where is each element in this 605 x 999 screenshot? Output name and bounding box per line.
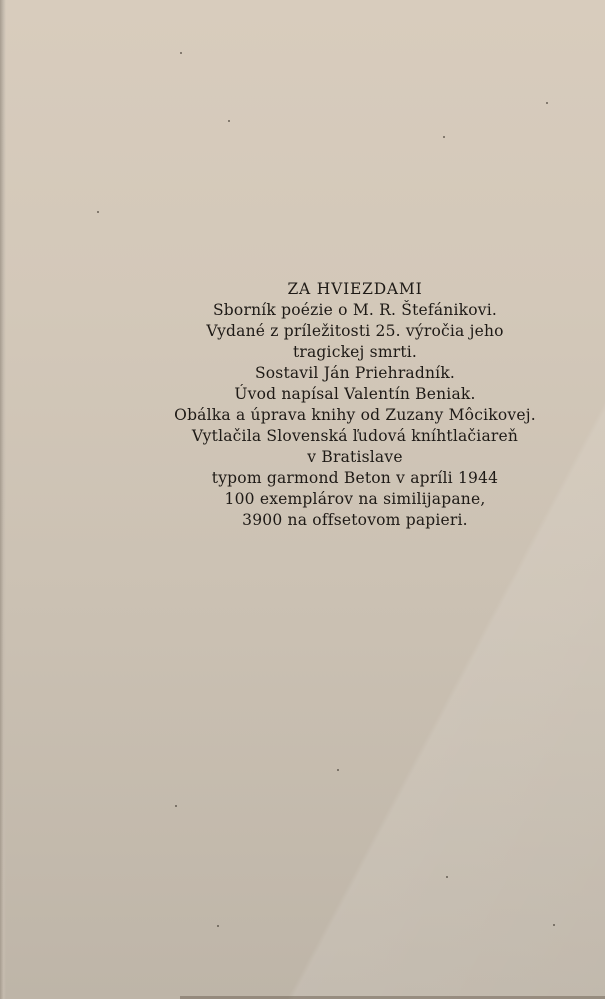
- paper-speck: [175, 805, 177, 807]
- paper-speck: [446, 876, 448, 878]
- occasion-line-1: Vydané z príležitosti 25. výročia jeho: [206, 322, 504, 340]
- typeface-and-date: typom garmond Beton v apríli 1944: [211, 469, 499, 487]
- colophon: [130, 279, 580, 531]
- occasion-line-2: tragickej smrti.: [292, 343, 418, 361]
- edition-offset-paper: 3900 na offsetovom papieri.: [242, 511, 468, 529]
- paper-speck: [337, 769, 339, 771]
- printer-credit: Vytlačila Slovenská ľudová kníhtlačiareň: [191, 427, 519, 445]
- paper-speck: [180, 52, 182, 54]
- cover-design-credit: Obálka a úprava knihy od Zuzany Môcikovej.: [174, 406, 536, 424]
- book-title: ZA HVIEZDAMI: [287, 280, 423, 298]
- edition-japan-paper: 100 exemplárov na similijapane,: [224, 490, 486, 508]
- compiler-credit: Sostavil Ján Priehradník.: [254, 364, 456, 382]
- paper-speck: [546, 102, 548, 104]
- paper-speck: [228, 120, 230, 122]
- paper-speck: [553, 924, 555, 926]
- paper-speck: [443, 136, 445, 138]
- printer-location: v Bratislave: [307, 448, 403, 466]
- subtitle: Sborník poézie o M. R. Štefánikovi.: [212, 301, 497, 319]
- introduction-credit: Úvod napísal Valentín Beniak.: [234, 385, 476, 403]
- paper-speck: [97, 211, 99, 213]
- page-left-edge: [0, 0, 6, 999]
- paper-speck: [217, 925, 219, 927]
